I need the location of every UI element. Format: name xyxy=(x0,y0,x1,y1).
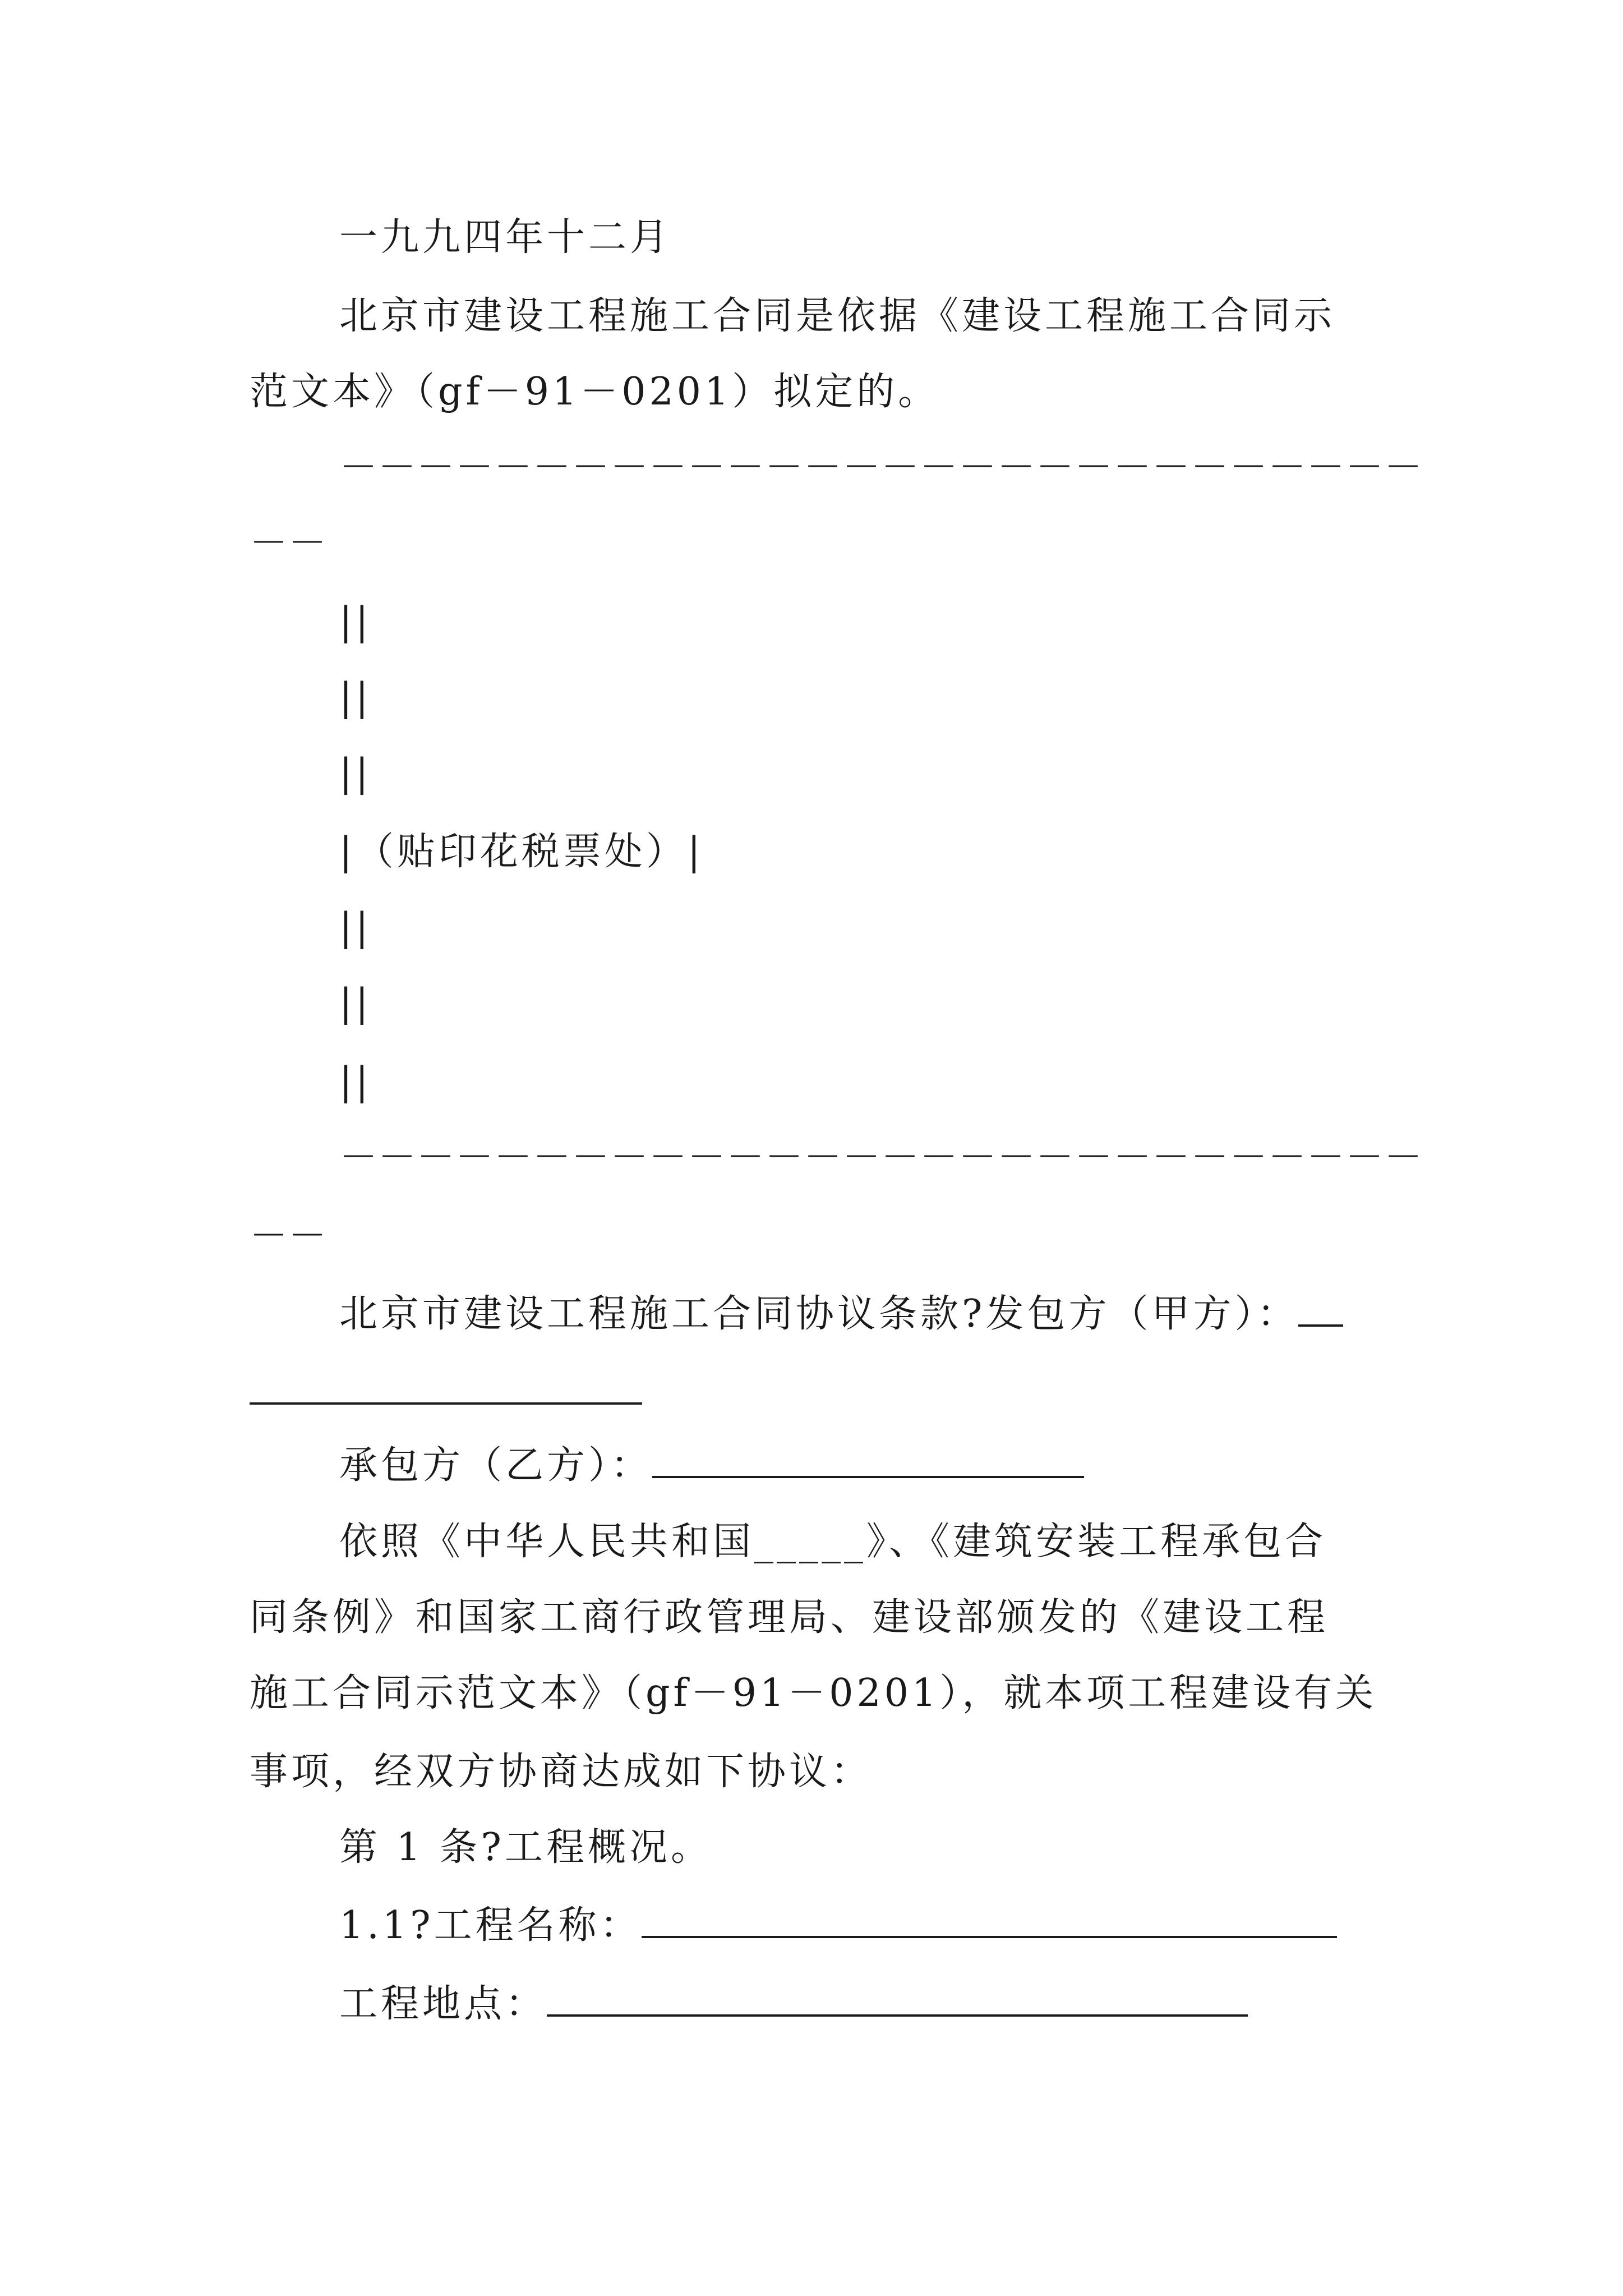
project-name-label: 1.1?工程名称： xyxy=(339,1903,642,1948)
date-line: 一九九四年十二月 xyxy=(339,215,672,260)
bar-line: || xyxy=(339,905,372,950)
project-location-label: 工程地点： xyxy=(339,1982,547,2026)
employer-blank xyxy=(1298,1293,1343,1327)
project-name-blank xyxy=(642,1904,1337,1938)
bar-line: || xyxy=(339,675,372,720)
contractor-line xyxy=(339,1443,1084,1488)
project-name-line xyxy=(339,1903,1337,1948)
bar-line: || xyxy=(339,1060,372,1104)
basis-line-1: 依照《中华人民共和国_____》、《建筑安装工程承包合 xyxy=(339,1520,1327,1564)
dash-line-top-tail: －－ xyxy=(250,521,328,565)
employer-blank-continuation xyxy=(250,1402,642,1405)
bar-line: || xyxy=(339,600,372,644)
stamp-placeholder-line: |（贴印花税票处）| xyxy=(339,830,704,874)
bar-line: || xyxy=(339,751,372,795)
agreement-title-line xyxy=(339,1292,1343,1336)
dash-line-bottom: －－－－－－－－－－－－－－－－－－－－－－－－－－－－ xyxy=(339,1135,1423,1180)
bar-line: || xyxy=(339,981,372,1025)
project-location-blank xyxy=(547,1983,1248,2017)
basis-line-3: 施工合同示范文本》（gf－91－0201），就本项工程建设有关 xyxy=(250,1671,1377,1715)
project-location-line xyxy=(339,1982,1248,2026)
contractor-blank xyxy=(652,1444,1084,1478)
intro-line-2: 范文本》（gf－91－0201）拟定的。 xyxy=(250,370,940,414)
basis-line-4: 事项，经双方协商达成如下协议： xyxy=(250,1750,873,1794)
dash-line-bottom-tail: －－ xyxy=(250,1214,328,1258)
intro-line-1: 北京市建设工程施工合同是依据《建设工程施工合同示 xyxy=(339,294,1336,338)
dash-line-top: －－－－－－－－－－－－－－－－－－－－－－－－－－－－ xyxy=(339,445,1423,490)
contractor-label: 承包方（乙方）： xyxy=(339,1443,653,1488)
basis-line-2: 同条例》和国家工商行政管理局、建设部颁发的《建设工程 xyxy=(250,1595,1329,1640)
article-1-heading: 第 1 条?工程概况。 xyxy=(339,1825,712,1870)
agreement-text: 北京市建设工程施工合同协议条款?发包方（甲方）： xyxy=(339,1292,1299,1336)
